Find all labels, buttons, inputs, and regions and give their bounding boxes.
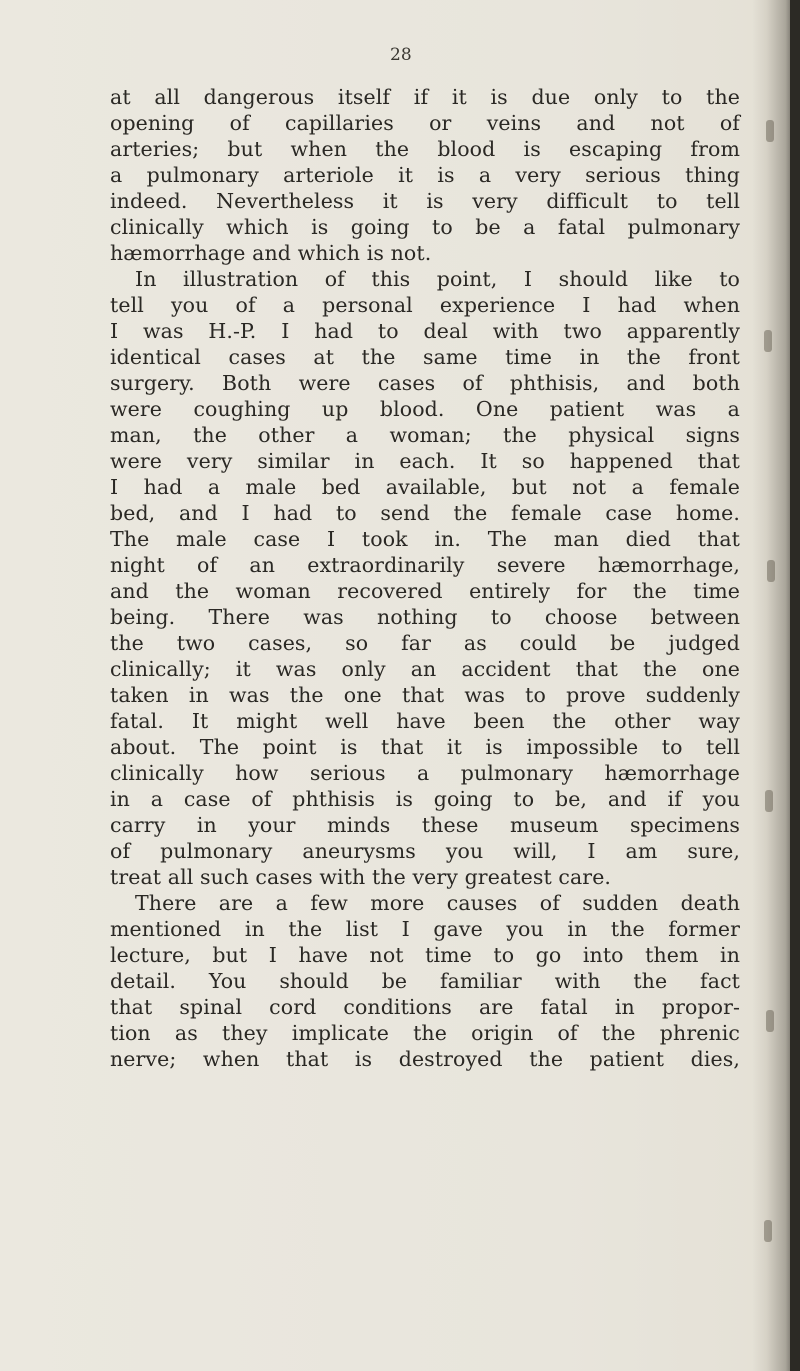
text-line: the two cases, so far as could be judged [110, 631, 740, 655]
text-line: In illustration of this point, I should like to [135, 267, 740, 291]
text-line: clinically; it was only an accident that the one [110, 657, 740, 681]
text-line: There are a few more causes of sudden death [135, 891, 740, 915]
text-line: fatal. It might well have been the other way [110, 709, 740, 733]
text-line: tion as they implicate the origin of the phrenic [110, 1021, 740, 1045]
text-line: man, the other a woman; the physical signs [110, 423, 740, 447]
text-line: mentioned in the list I gave you in the former [110, 917, 740, 941]
text-line: indeed. Nevertheless it is very difficult to tell [110, 189, 740, 213]
text-line: were coughing up blood. One patient was a [110, 397, 740, 421]
text-line: I had a male bed available, but not a female [110, 475, 740, 499]
binding-mark [765, 790, 773, 812]
text-line: of pulmonary aneurysms you will, I am sure, [110, 839, 740, 863]
text-line: that spinal cord conditions are fatal in propor- [110, 995, 740, 1019]
binding-mark [766, 120, 774, 142]
text-line: in a case of phthisis is going to be, and if you [110, 787, 740, 811]
page-binding-edge [790, 0, 800, 1371]
text-line: clinically which is going to be a fatal pulmonary [110, 215, 740, 239]
text-line: lecture, but I have not time to go into them in [110, 943, 740, 967]
text-line: being. There was nothing to choose between [110, 605, 740, 629]
text-line: identical cases at the same time in the front [110, 345, 740, 369]
text-line: at all dangerous itself if it is due only to the [110, 85, 740, 109]
text-line: carry in your minds these museum specimens [110, 813, 740, 837]
text-line: clinically how serious a pulmonary hæmorrhage [110, 761, 740, 785]
text-line: a pulmonary arteriole it is a very serious thing [110, 163, 740, 187]
text-line: The male case I took in. The man died that [110, 527, 740, 551]
text-line: treat all such cases with the very greatest care. [110, 865, 612, 889]
text-line: bed, and I had to send the female case home. [110, 501, 740, 525]
binding-mark [764, 1220, 772, 1242]
binding-mark [766, 1010, 774, 1032]
page-number: 28 [390, 45, 412, 65]
text-line: arteries; but when the blood is escaping from [110, 137, 740, 161]
text-line: taken in was the one that was to prove suddenly [110, 683, 740, 707]
text-line: were very similar in each. It so happened that [110, 449, 740, 473]
text-line: nerve; when that is destroyed the patient dies, [110, 1047, 740, 1071]
text-line: I was H.-P. I had to deal with two apparently [110, 319, 740, 343]
body-text [110, 84, 740, 1072]
text-line: surgery. Both were cases of phthisis, and both [110, 371, 740, 395]
text-line: detail. You should be familiar with the fact [110, 969, 740, 993]
text-line: about. The point is that it is impossible to tell [110, 735, 740, 759]
text-line: night of an extraordinarily severe hæmorrhage, [110, 553, 740, 577]
text-line: and the woman recovered entirely for the time [110, 579, 740, 603]
text-line: tell you of a personal experience I had when [110, 293, 740, 317]
text-line: hæmorrhage and which is not. [110, 241, 432, 265]
text-line: opening of capillaries or veins and not of [110, 111, 740, 135]
binding-mark [764, 330, 772, 352]
binding-mark [767, 560, 775, 582]
